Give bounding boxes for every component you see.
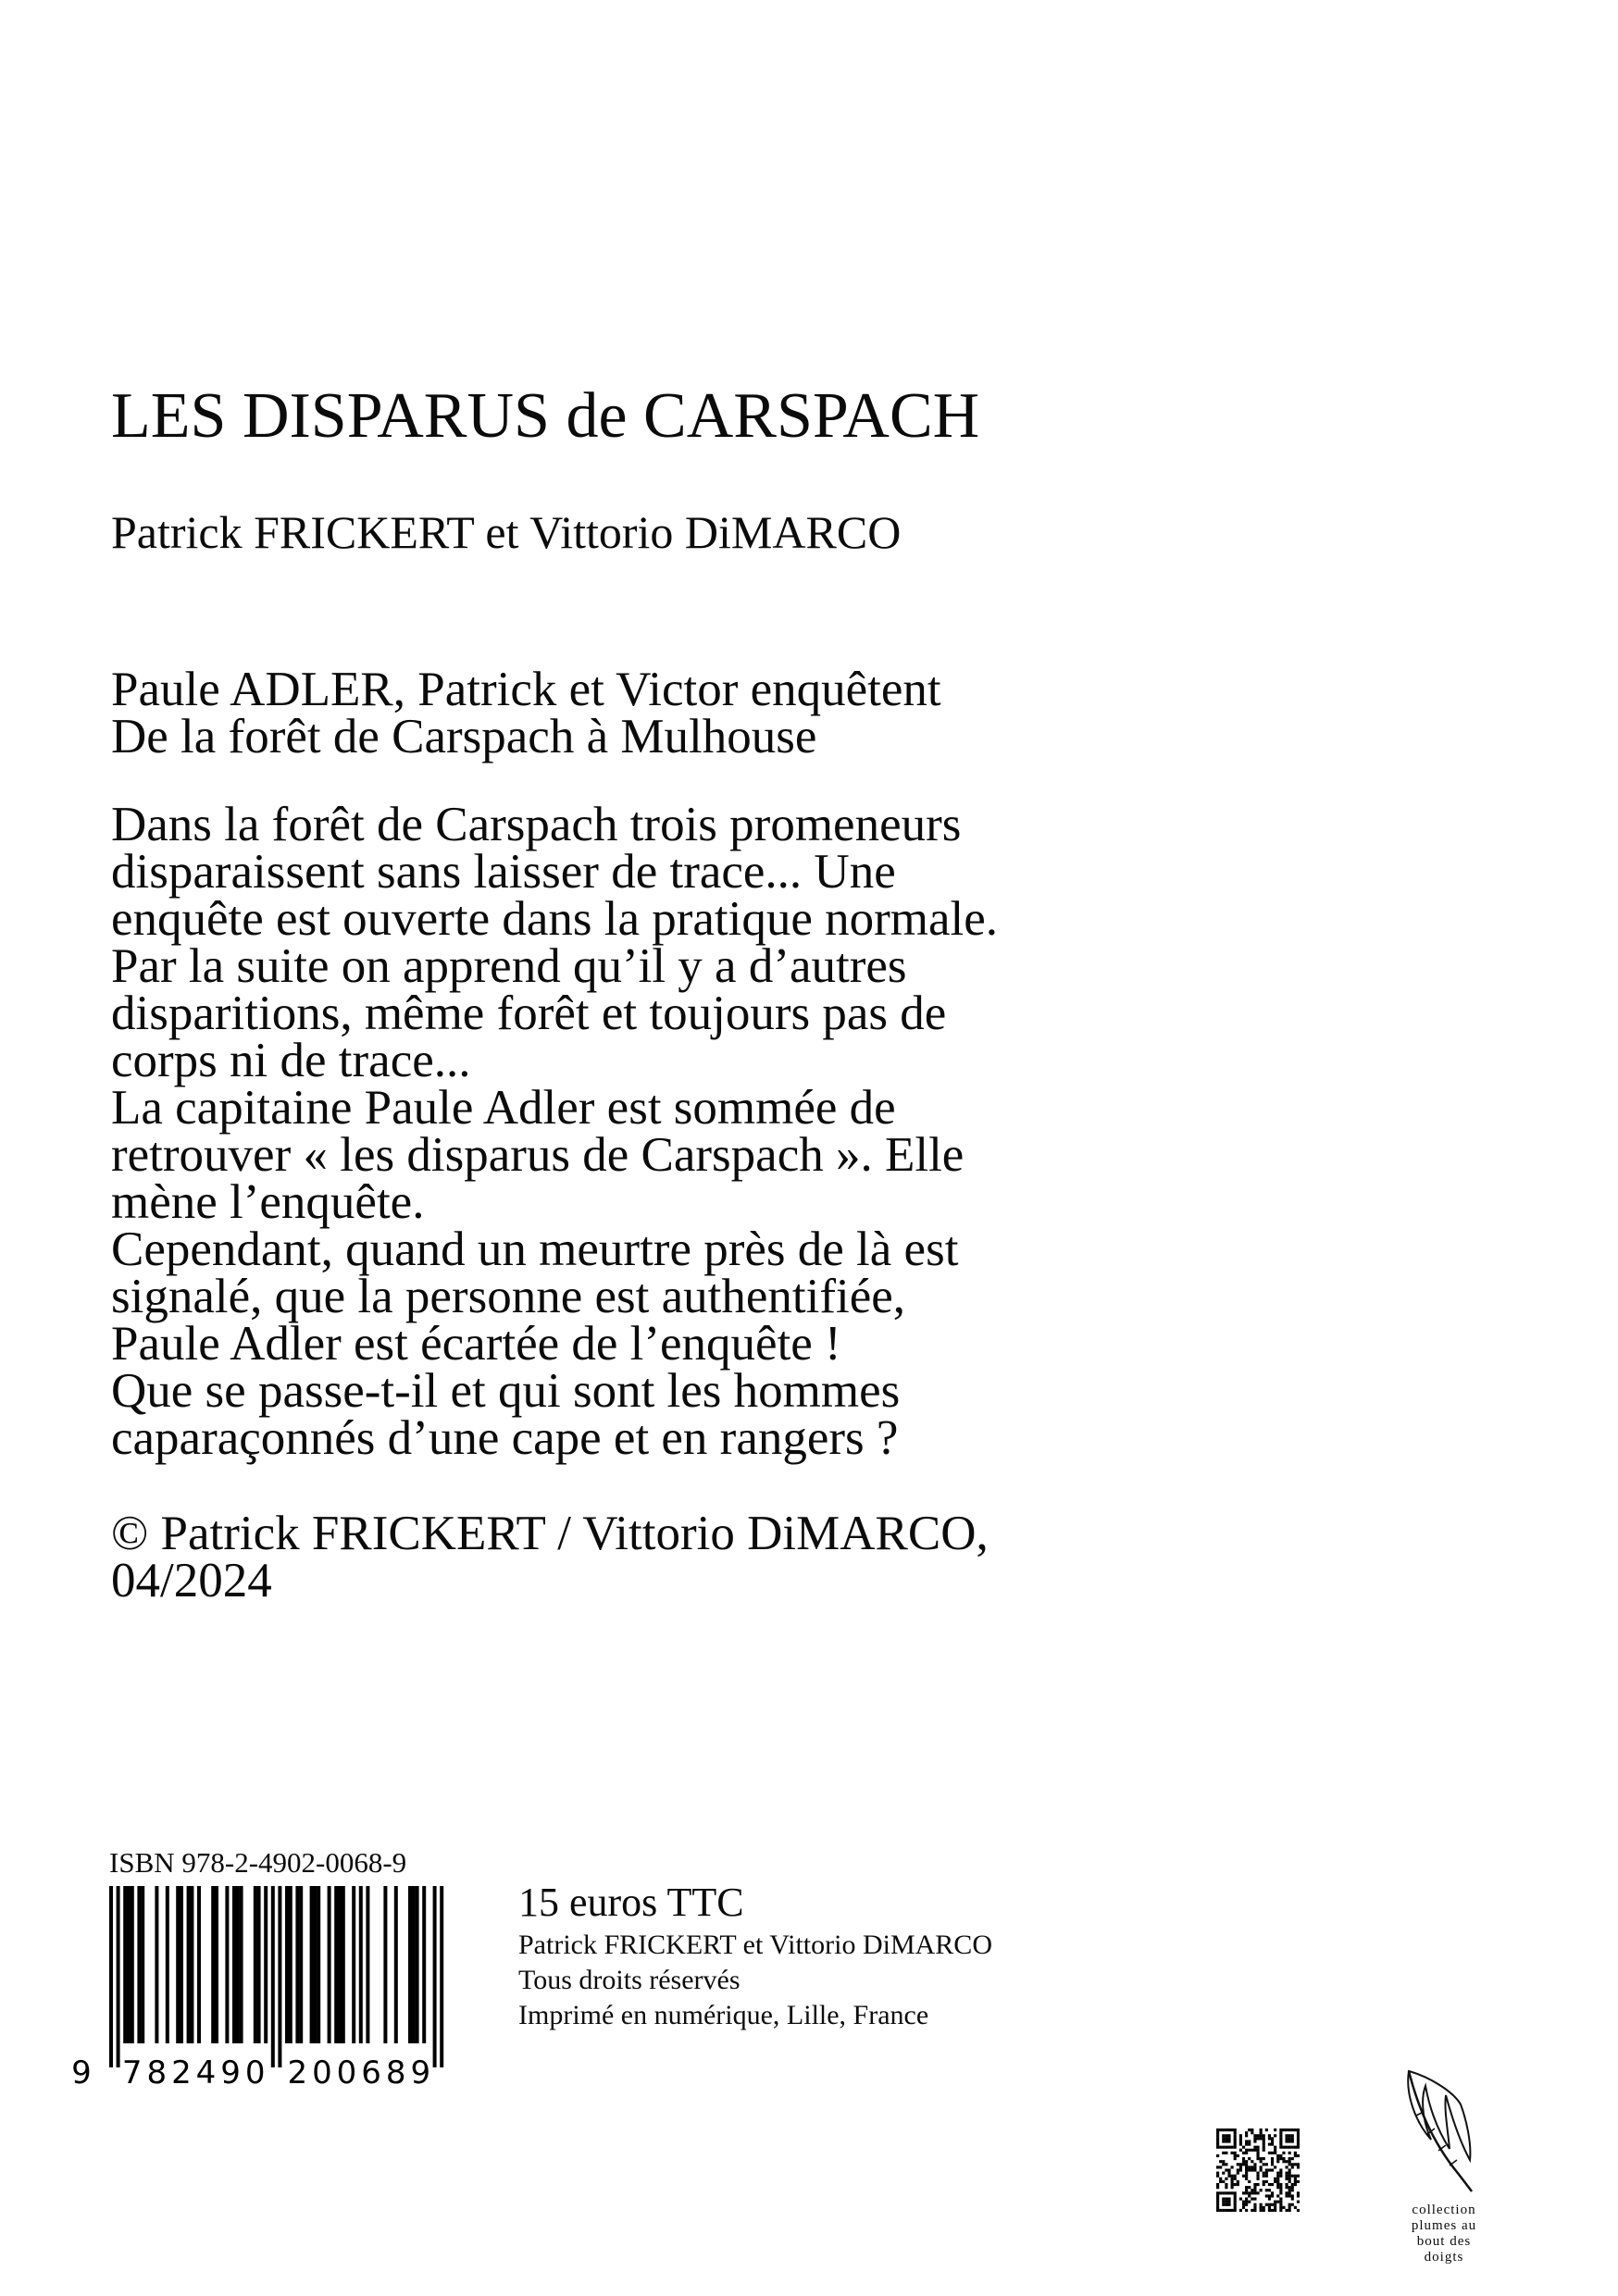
rights-notice: Tous droits réservés — [518, 1965, 741, 1995]
collection-name-line: plumes au — [1411, 2218, 1477, 2233]
copyright-line: © Patrick FRICKERT / Vittorio DiMARCO, — [111, 1507, 989, 1560]
copyright-line: 04/2024 — [111, 1554, 272, 1607]
synopsis-line: enquête est ouverte dans la pratique normale. — [111, 892, 999, 946]
collection-name-line: bout des — [1416, 2234, 1472, 2249]
synopsis-line: Cependant, quand un meurtre près de là est — [111, 1222, 959, 1276]
barcode-digit: 0 — [244, 2054, 266, 2091]
barcode-digit: 4 — [195, 2054, 217, 2091]
barcode-digit: 2 — [287, 2054, 308, 2091]
qr-code-icon — [1216, 2128, 1300, 2212]
tagline-line: Paule ADLER, Patrick et Victor enquêtent — [111, 663, 941, 716]
synopsis-line: caparaçonnés d’une cape et en rangers ? — [111, 1411, 899, 1465]
barcode-digit: 0 — [312, 2054, 332, 2091]
book-title: LES DISPARUS de CARSPACH — [111, 380, 980, 452]
barcode-digit: 9 — [71, 2054, 92, 2091]
barcode-digit: 2 — [171, 2054, 192, 2091]
collection-name-line: doigts — [1424, 2250, 1464, 2265]
barcode-digits — [57, 1884, 455, 2095]
barcode-digit: 8 — [385, 2054, 406, 2091]
barcode-digit: 7 — [121, 2054, 143, 2091]
imprint-authors: Patrick FRICKERT et Vittorio DiMARCO — [518, 1930, 992, 1960]
collection-logo — [1388, 2064, 1500, 2267]
synopsis-line: Paule Adler est écartée de l’enquête ! — [111, 1317, 841, 1371]
tagline-line: De la forêt de Carspach à Mulhouse — [111, 710, 817, 763]
barcode-digit: 8 — [146, 2054, 168, 2091]
synopsis-line: signalé, que la personne est authentifiée, — [111, 1270, 905, 1323]
barcode-digit: 9 — [220, 2054, 241, 2091]
collection-name-line: collection — [1412, 2203, 1476, 2217]
copyright — [111, 1507, 1500, 1607]
synopsis-line: Par la suite on apprend qu’il y a d’autres — [111, 939, 907, 993]
synopsis-line: La capitaine Paule Adler est sommée de — [111, 1081, 896, 1135]
synopsis-line: disparaissent sans laisser de trace... Une — [111, 845, 896, 899]
synopsis-line: corps ni de trace... — [111, 1034, 471, 1087]
barcode — [57, 1884, 455, 2095]
printing-notice: Imprimé en numérique, Lille, France — [518, 2000, 929, 2030]
tagline — [111, 663, 1500, 763]
synopsis-line: disparitions, même forêt et toujours pas de — [111, 987, 947, 1040]
synopsis — [111, 798, 1500, 1465]
barcode-digit: 6 — [361, 2054, 381, 2091]
quill-feather-icon — [1388, 2064, 1500, 2198]
synopsis-line: Dans la forêt de Carspach trois promeneurs — [111, 798, 962, 851]
barcode-digit: 9 — [410, 2054, 431, 2091]
book-authors: Patrick FRICKERT et Vittorio DiMARCO — [111, 506, 902, 558]
barcode-digit: 0 — [336, 2054, 357, 2091]
synopsis-line: retrouver « les disparus de Carspach ». Elle — [111, 1128, 965, 1182]
synopsis-line: mène l’enquête. — [111, 1175, 425, 1229]
synopsis-line: Que se passe-t-il et qui sont les hommes — [111, 1364, 901, 1418]
collection-name — [1388, 2203, 1500, 2265]
isbn-label: ISBN 978-2-4902-0068-9 — [109, 1846, 407, 1879]
price: 15 euros TTC — [518, 1880, 744, 1925]
